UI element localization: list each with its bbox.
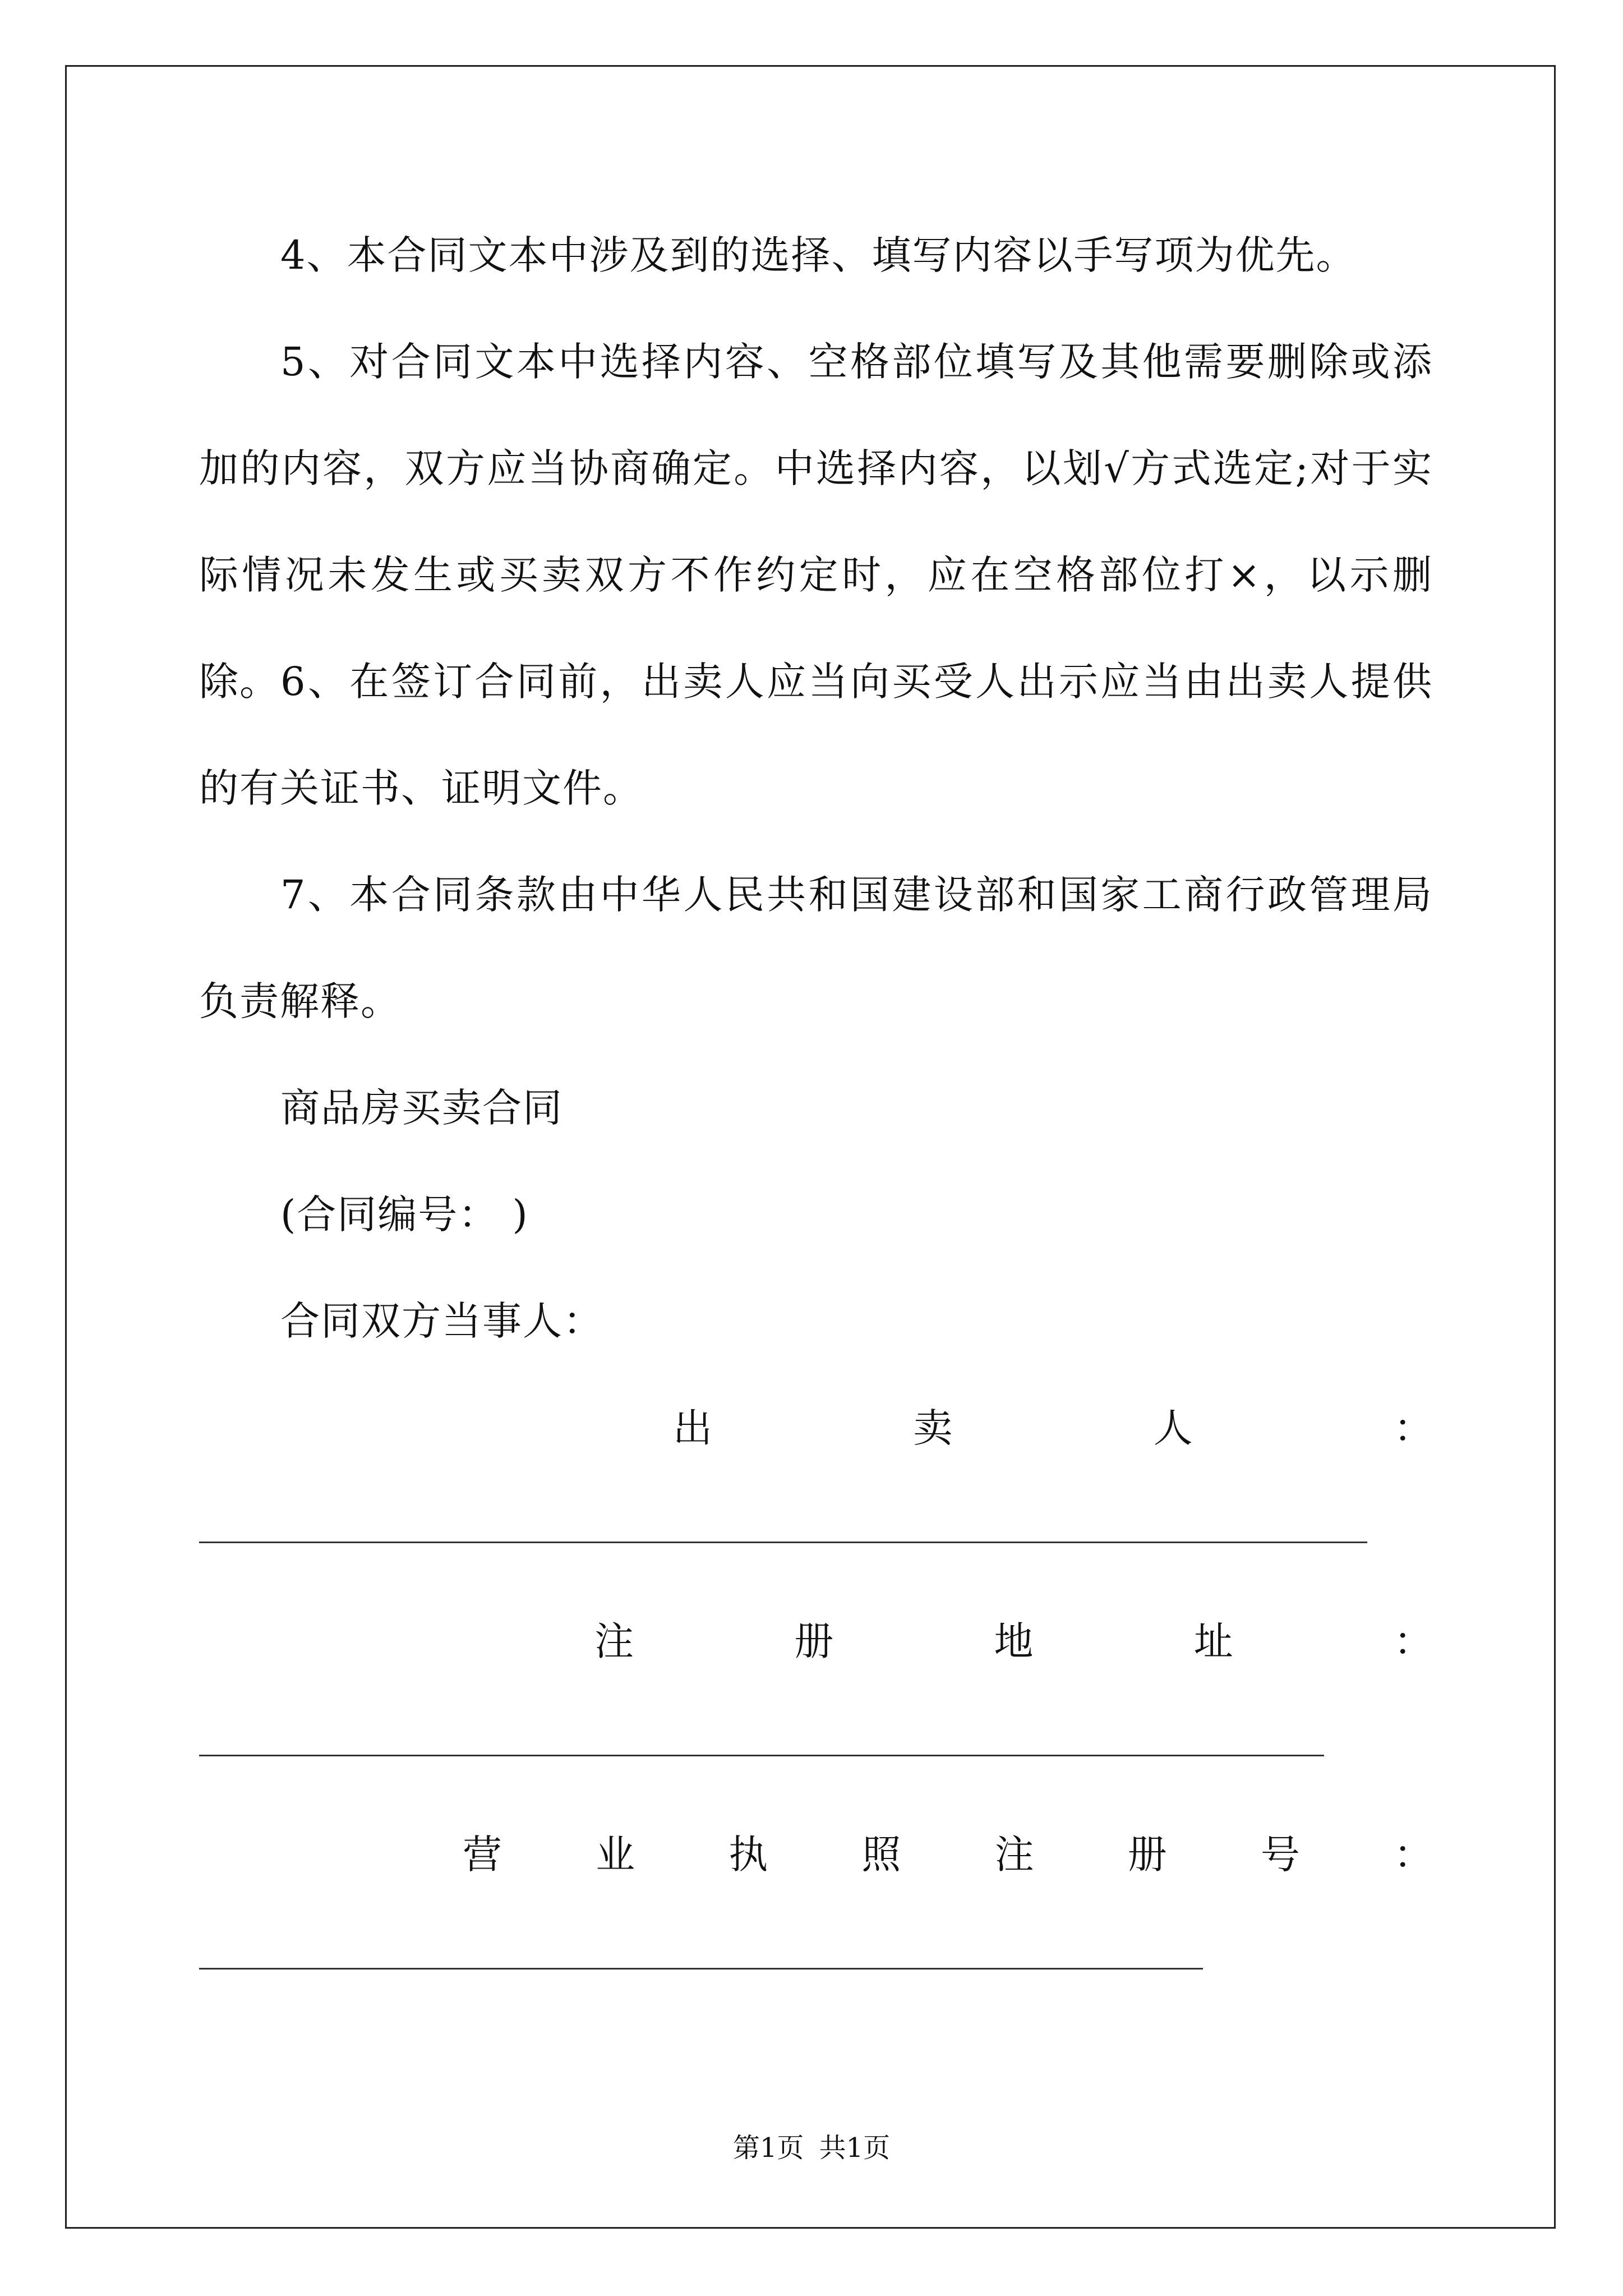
- address-char: 址: [1193, 1618, 1233, 1664]
- license-char: 册: [1127, 1831, 1167, 1878]
- license-char: 营: [463, 1831, 502, 1878]
- address-fill-line: [199, 1755, 1324, 1756]
- license-char: 注: [994, 1831, 1034, 1878]
- paragraph-5: 5、对合同文本中选择内容、空格部位填写及其他需要删除或添加的内容，双方应当协商确定。中选择内容，以划√方式选定;对于实际情况未发生或买卖双方不作约定时，应在空格部位打×，以示删除。: [199, 339, 1433, 705]
- license-label: [199, 1823, 1433, 1879]
- address-char: 注: [594, 1618, 634, 1664]
- contract-title: 商品房买卖合同: [280, 1085, 563, 1131]
- license-fill-line: [199, 1968, 1203, 1970]
- page-footer: 第1页 共1页: [732, 2132, 891, 2164]
- address-char: 地: [994, 1618, 1034, 1664]
- seller-char: 人: [1153, 1405, 1193, 1451]
- seller-colon: ：: [1393, 1405, 1433, 1451]
- license-char: 执: [728, 1831, 768, 1878]
- address-colon: ：: [1394, 1618, 1433, 1664]
- paragraph-6: 6、在签订合同前，出卖人应当向买受人出示应当由出卖人提供的有关证书、证明文件。: [199, 659, 1433, 811]
- paragraph-4: 4、本合同文本中涉及到的选择、填写内容以手写项为优先。: [280, 232, 1357, 278]
- address-char: 册: [794, 1618, 834, 1664]
- seller-char: 卖: [913, 1405, 953, 1451]
- license-colon: ：: [1393, 1831, 1433, 1878]
- seller-fill-line: [199, 1542, 1367, 1543]
- paragraph-7: 7、本合同条款由中华人民共和国建设部和国家工商行政管理局负责解释。: [199, 872, 1433, 1024]
- license-char: 号: [1260, 1831, 1300, 1878]
- license-char: 照: [861, 1831, 901, 1878]
- license-char: 业: [596, 1831, 635, 1878]
- address-label: [199, 1610, 1433, 1666]
- seller-char: 出: [673, 1405, 712, 1451]
- contract-number: (合同编号： ): [280, 1191, 529, 1237]
- seller-label: [199, 1397, 1433, 1453]
- parties-heading: 合同双方当事人：: [280, 1298, 603, 1344]
